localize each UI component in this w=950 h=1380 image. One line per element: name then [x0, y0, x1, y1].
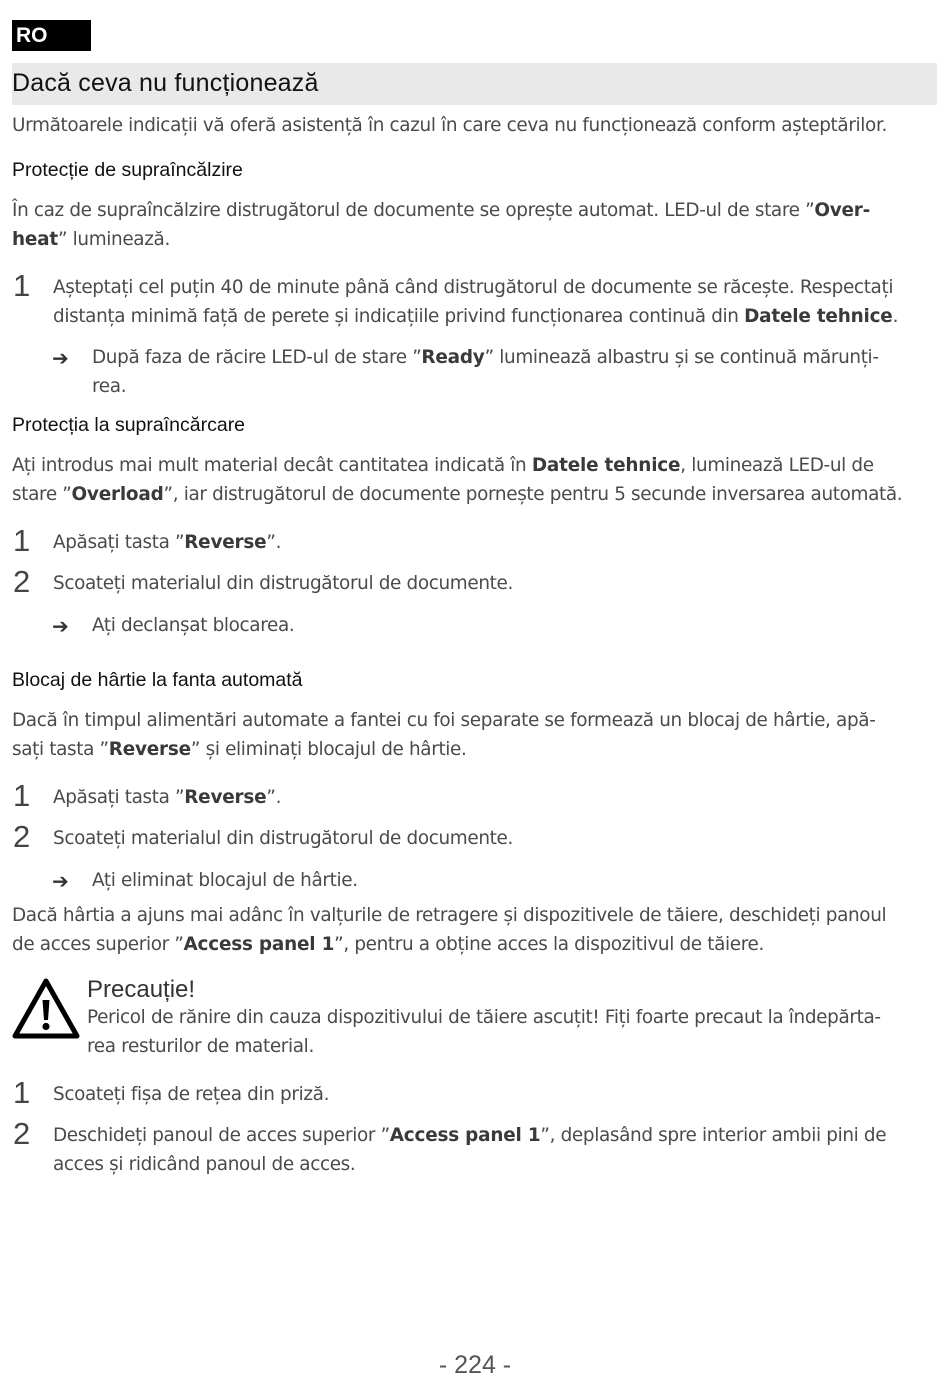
text: de acces superior ” — [12, 934, 184, 955]
text: Apăsați tasta ” — [53, 787, 185, 808]
result-text: rea. — [92, 376, 127, 397]
text: Apăsați tasta ” — [53, 532, 185, 553]
intro-text: Următoarele indicații vă oferă asistență în cazul în care ceva nu funcționează conform așteptărilor. — [12, 115, 887, 136]
step-number: 2 — [13, 1116, 31, 1151]
bold-text: Access panel 1 — [183, 934, 335, 955]
text: În caz de supraîncălzire distrugătorul de documente se oprește automat. LED-ul de stare ” — [12, 200, 815, 221]
text: ”, pentru a obține acces la dispozitivul de tăiere. — [334, 934, 765, 955]
text: ” luminează. — [57, 229, 170, 250]
page-title: Dacă ceva nu funcționează — [12, 69, 319, 97]
result-text: Ați declanșat blocarea. — [92, 615, 295, 636]
text: Ați introdus mai mult material decât cantitatea indicată în — [12, 455, 532, 476]
result-text: Ați eliminat blocajul de hârtie. — [92, 870, 358, 891]
bold-text: Reverse — [184, 787, 267, 808]
bold-text: Overload — [71, 484, 164, 505]
text: , luminează LED-ul de — [680, 455, 874, 476]
result-text — [92, 344, 879, 373]
bold-text: Over- — [814, 200, 871, 221]
text: ” luminează albastru și se continuă mărunți- — [484, 347, 879, 368]
overload-paragraph-line1 — [12, 452, 874, 481]
step-text — [53, 529, 281, 558]
text: stare ” — [12, 484, 72, 505]
text: După faza de răcire LED-ul de stare ” — [92, 347, 422, 368]
result-arrow-icon: ➔ — [52, 869, 69, 893]
step-text — [53, 1122, 886, 1151]
step-text — [53, 303, 898, 332]
section-heading-overload: Protecția la supraîncărcare — [12, 414, 246, 436]
text: ” și eliminați blocajul de hârtie. — [190, 739, 467, 760]
caution-text: rea resturilor de material. — [87, 1036, 314, 1057]
warning-triangle-icon — [12, 978, 80, 1040]
step-number: 1 — [13, 523, 31, 558]
overheat-paragraph-line2 — [12, 226, 170, 255]
step-text — [53, 784, 281, 813]
overload-paragraph-line2 — [12, 481, 902, 510]
paper-jam-paragraph-line1: Dacă în timpul alimentări automate a fantei cu foi separate se formează un blocaj de hârtie, apă- — [12, 710, 876, 731]
step-number: 2 — [13, 564, 31, 599]
text: Deschideți panoul de acces superior ” — [53, 1125, 390, 1146]
bold-text: Datele tehnice — [531, 455, 681, 476]
step-text: Scoateți fișa de rețea din priză. — [53, 1084, 330, 1105]
caution-heading: Precauție! — [87, 976, 196, 1003]
caution-text: Pericol de rănire din cauza dispozitivului de tăiere ascuțit! Fiți foarte precaut la îndepărta- — [87, 1007, 881, 1028]
result-arrow-icon: ➔ — [52, 346, 69, 370]
section-heading-overheat: Protecție de supraîncălzire — [12, 159, 243, 181]
paper-jam-paragraph-line2 — [12, 736, 467, 765]
bold-text: Reverse — [108, 739, 191, 760]
text: distanța minimă față de perete și indicațiile privind funcționarea continuă din — [53, 306, 745, 327]
text: ”. — [266, 532, 282, 553]
text: . — [892, 306, 899, 327]
text: ”, deplasând spre interior ambii pini de — [540, 1125, 887, 1146]
step-number: 1 — [13, 1075, 31, 1110]
page-number: - 224 - — [438, 1351, 512, 1379]
bold-text: Ready — [421, 347, 485, 368]
access-panel-paragraph-line2 — [12, 931, 764, 960]
step-text: Scoateți materialul din distrugătorul de documente. — [53, 573, 513, 594]
step-number: 1 — [13, 778, 31, 813]
result-arrow-icon: ➔ — [52, 614, 69, 638]
step-number: 2 — [13, 819, 31, 854]
step-text: Așteptați cel puțin 40 de minute până când distrugătorul de documente se răcește. Respectați — [53, 277, 894, 298]
section-heading-paper-jam: Blocaj de hârtie la fanta automată — [12, 669, 303, 691]
bold-text: Access panel 1 — [389, 1125, 541, 1146]
bold-text: Reverse — [184, 532, 267, 553]
bold-text: Datele tehnice — [744, 306, 893, 327]
overheat-paragraph-line1 — [12, 197, 870, 226]
text: sați tasta ” — [12, 739, 109, 760]
step-text: acces și ridicând panoul de acces. — [53, 1154, 356, 1175]
access-panel-paragraph-line1: Dacă hârtia a ajuns mai adânc în valțurile de retragere și dispozitivele de tăiere, deschideți panoul — [12, 905, 887, 926]
text: ”, iar distrugătorul de documente pornește pentru 5 secunde inversarea automată. — [163, 484, 903, 505]
bold-text: heat — [12, 229, 58, 250]
step-number: 1 — [13, 268, 31, 303]
step-text: Scoateți materialul din distrugătorul de documente. — [53, 828, 513, 849]
text: ”. — [266, 787, 282, 808]
language-badge: RO — [12, 20, 91, 51]
